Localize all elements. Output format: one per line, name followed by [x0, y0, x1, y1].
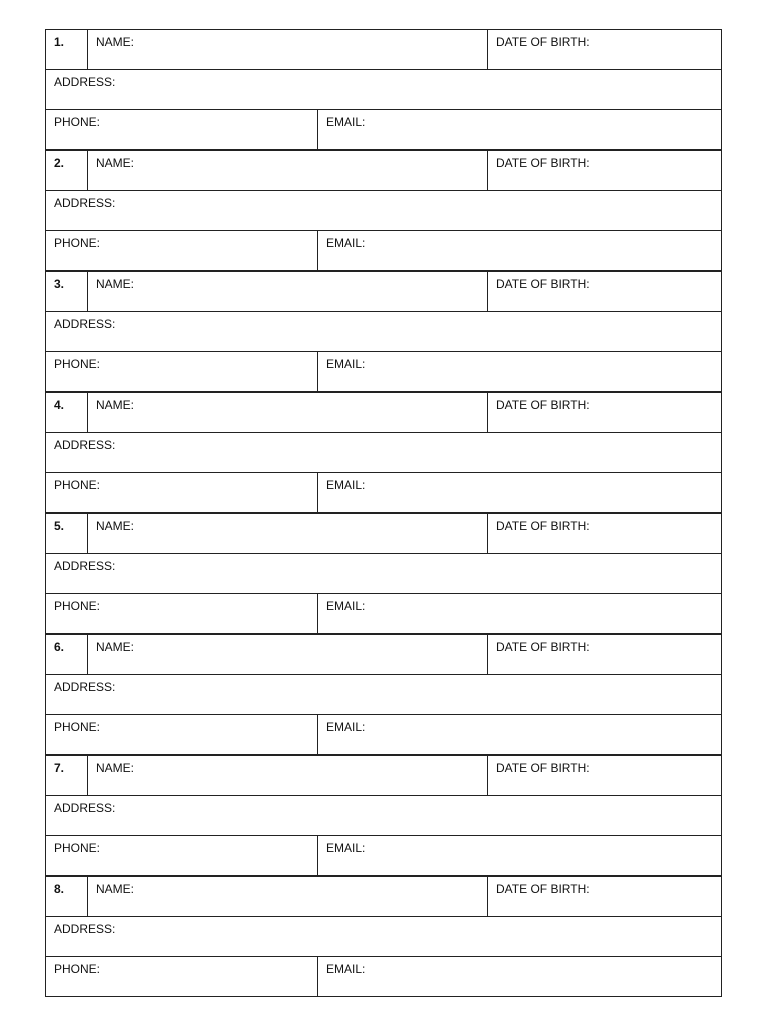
- name-field[interactable]: NAME:: [88, 393, 488, 432]
- address-row: [45, 796, 722, 836]
- entry-number: 6.: [46, 635, 88, 674]
- name-field[interactable]: NAME:: [88, 756, 488, 795]
- name-row: [45, 634, 722, 675]
- contact-entry: [45, 755, 722, 876]
- email-field[interactable]: EMAIL:: [326, 841, 366, 855]
- address-row: [45, 191, 722, 231]
- contact-entry: [45, 271, 722, 392]
- phone-field[interactable]: PHONE:: [46, 110, 318, 149]
- name-row: [45, 755, 722, 796]
- address-row: [45, 433, 722, 473]
- email-field[interactable]: EMAIL:: [326, 357, 366, 371]
- name-row: [45, 271, 722, 312]
- name-field[interactable]: NAME:: [88, 30, 488, 69]
- address-row: [45, 312, 722, 352]
- address-field[interactable]: ADDRESS:: [54, 196, 116, 210]
- address-field[interactable]: ADDRESS:: [54, 317, 116, 331]
- phone-email-row: [45, 473, 722, 513]
- phone-field[interactable]: PHONE:: [46, 473, 318, 512]
- entry-number: 1.: [46, 30, 88, 69]
- email-field[interactable]: EMAIL:: [326, 478, 366, 492]
- name-field[interactable]: NAME:: [88, 151, 488, 190]
- name-row: [45, 513, 722, 554]
- entry-number: 8.: [46, 877, 88, 916]
- date-of-birth-field[interactable]: DATE OF BIRTH:: [496, 519, 590, 533]
- email-field[interactable]: EMAIL:: [326, 720, 366, 734]
- entry-number: 3.: [46, 272, 88, 311]
- phone-email-row: [45, 594, 722, 634]
- name-row: [45, 392, 722, 433]
- address-field[interactable]: ADDRESS:: [54, 922, 116, 936]
- contact-entry: [45, 876, 722, 997]
- entry-number: 5.: [46, 514, 88, 553]
- address-field[interactable]: ADDRESS:: [54, 801, 116, 815]
- email-field[interactable]: EMAIL:: [326, 236, 366, 250]
- name-field[interactable]: NAME:: [88, 272, 488, 311]
- phone-email-row: [45, 836, 722, 876]
- entry-number: 4.: [46, 393, 88, 432]
- address-row: [45, 917, 722, 957]
- date-of-birth-field[interactable]: DATE OF BIRTH:: [496, 35, 590, 49]
- phone-email-row: [45, 231, 722, 271]
- contact-form: [45, 29, 722, 997]
- phone-field[interactable]: PHONE:: [46, 231, 318, 270]
- address-field[interactable]: ADDRESS:: [54, 680, 116, 694]
- phone-field[interactable]: PHONE:: [46, 352, 318, 391]
- contact-entry: [45, 29, 722, 150]
- phone-email-row: [45, 352, 722, 392]
- name-row: [45, 876, 722, 917]
- email-field[interactable]: EMAIL:: [326, 115, 366, 129]
- address-row: [45, 675, 722, 715]
- date-of-birth-field[interactable]: DATE OF BIRTH:: [496, 156, 590, 170]
- phone-email-row: [45, 715, 722, 755]
- address-field[interactable]: ADDRESS:: [54, 559, 116, 573]
- phone-field[interactable]: PHONE:: [46, 957, 318, 996]
- address-field[interactable]: ADDRESS:: [54, 438, 116, 452]
- phone-email-row: [45, 110, 722, 150]
- phone-email-row: [45, 957, 722, 997]
- phone-field[interactable]: PHONE:: [46, 836, 318, 875]
- name-field[interactable]: NAME:: [88, 635, 488, 674]
- contact-entry: [45, 634, 722, 755]
- date-of-birth-field[interactable]: DATE OF BIRTH:: [496, 640, 590, 654]
- date-of-birth-field[interactable]: DATE OF BIRTH:: [496, 882, 590, 896]
- date-of-birth-field[interactable]: DATE OF BIRTH:: [496, 277, 590, 291]
- entry-number: 7.: [46, 756, 88, 795]
- address-field[interactable]: ADDRESS:: [54, 75, 116, 89]
- phone-field[interactable]: PHONE:: [46, 715, 318, 754]
- name-field[interactable]: NAME:: [88, 514, 488, 553]
- email-field[interactable]: EMAIL:: [326, 599, 366, 613]
- email-field[interactable]: EMAIL:: [326, 962, 366, 976]
- name-row: [45, 29, 722, 70]
- date-of-birth-field[interactable]: DATE OF BIRTH:: [496, 398, 590, 412]
- name-field[interactable]: NAME:: [88, 877, 488, 916]
- name-row: [45, 150, 722, 191]
- address-row: [45, 70, 722, 110]
- contact-entry: [45, 513, 722, 634]
- date-of-birth-field[interactable]: DATE OF BIRTH:: [496, 761, 590, 775]
- entry-number: 2.: [46, 151, 88, 190]
- address-row: [45, 554, 722, 594]
- contact-entry: [45, 150, 722, 271]
- contact-entry: [45, 392, 722, 513]
- phone-field[interactable]: PHONE:: [46, 594, 318, 633]
